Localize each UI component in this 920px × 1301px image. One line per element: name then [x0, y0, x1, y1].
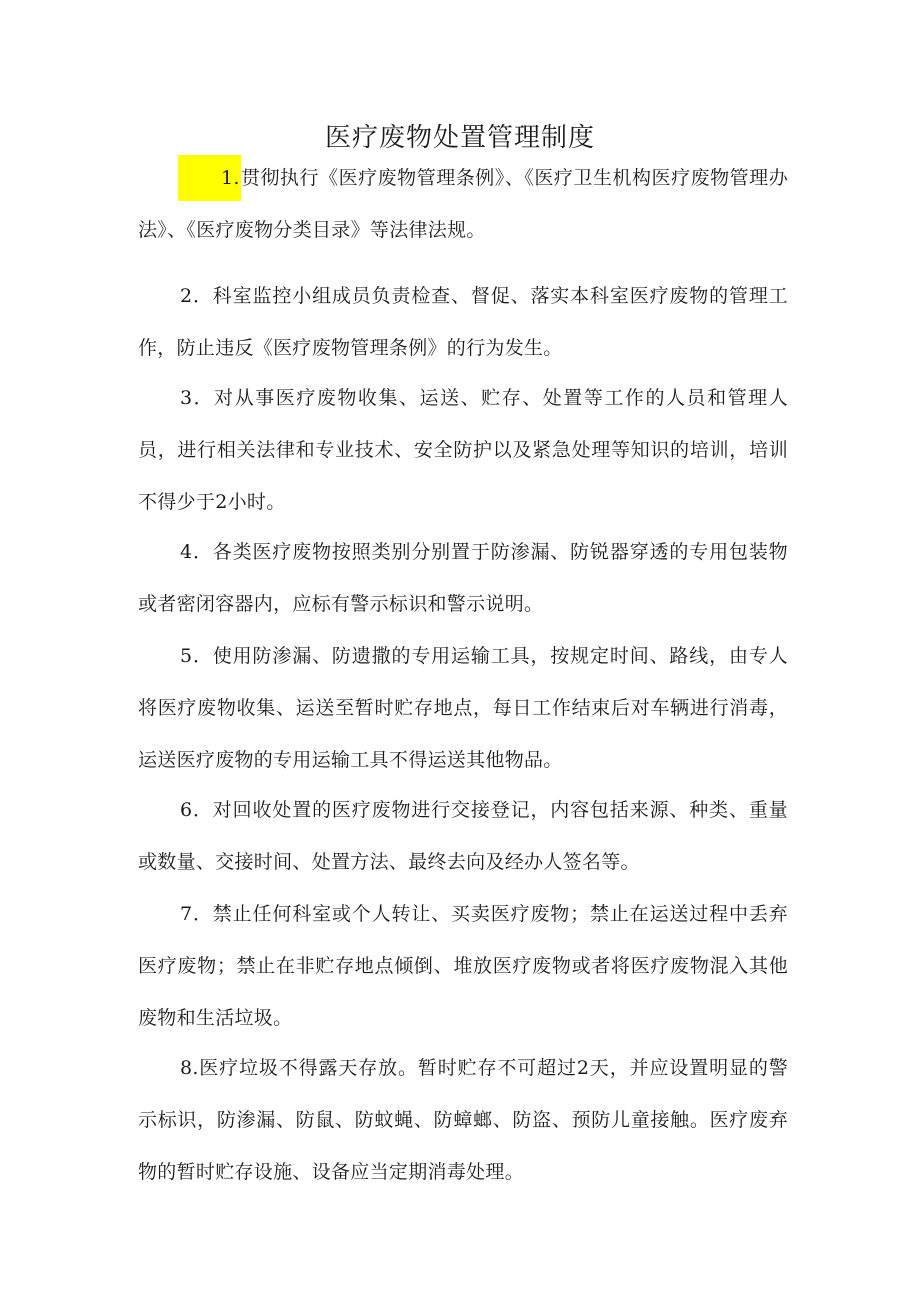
- paragraph-5-number: 5．: [180, 645, 213, 667]
- paragraph-7-number: 7．: [180, 903, 213, 925]
- paragraph-2-text: 科室监控小组成员负责检查、督促、落实本科室医疗废物的管理工作，防止违反《医疗废物管理条例》的行为发生。: [138, 285, 788, 359]
- paragraph-4: [138, 526, 788, 630]
- paragraph-3: [138, 372, 788, 528]
- paragraph-1: [138, 152, 788, 256]
- paragraph-6-text: 对回收处置的医疗废物进行交接登记，内容包括来源、种类、重量或数量、交接时间、处置方法、最终去向及经办人签名等。: [138, 799, 788, 873]
- paragraph-5-text: 使用防渗漏、防遗撒的专用运输工具，按规定时间、路线，由专人将医疗废物收集、运送至暂时贮存地点，每日工作结束后对车辆进行消毒，运送医疗废物的专用运输工具不得运送其他物品。: [138, 645, 788, 771]
- paragraph-4-text: 各类医疗废物按照类别分别置于防渗漏、防锐器穿透的专用包装物或者密闭容器内，应标有警示标识和警示说明。: [138, 541, 788, 615]
- paragraph-5: [138, 630, 788, 786]
- paragraph-6-number: 6．: [180, 799, 213, 821]
- paragraph-1-number: 1.: [178, 155, 241, 201]
- paragraph-8-number: 8.: [180, 1057, 199, 1079]
- paragraph-6: [138, 784, 788, 888]
- paragraph-3-number: 3．: [180, 387, 215, 409]
- document-title: 医疗废物处置管理制度: [324, 123, 595, 153]
- paragraph-1-text: 贯彻执行《医疗废物管理条例》、《医疗卫生机构医疗废物管理办法》、《医疗废物分类目录》等法律法规。: [138, 167, 788, 241]
- paragraph-8-text: 医疗垃圾不得露天存放。暂时贮存不可超过2天，并应设置明显的警示标识，防渗漏、防鼠、防蚊蝇、防蟑螂、防盗、预防儿童接触。医疗废弃物的暂时贮存设施、设备应当定期消毒处理。: [138, 1057, 788, 1183]
- paragraph-3-text: 对从事医疗废物收集、运送、贮存、处置等工作的人员和管理人员，进行相关法律和专业技术、安全防护以及紧急处理等知识的培训，培训不得少于2小时。: [138, 387, 788, 513]
- paragraph-7: [138, 888, 788, 1044]
- paragraph-8: [138, 1042, 788, 1198]
- paragraph-2-number: 2．: [180, 285, 213, 307]
- paragraph-7-text: 禁止任何科室或个人转让、买卖医疗废物；禁止在运送过程中丢弃医疗废物；禁止在非贮存地点倾倒、堆放医疗废物或者将医疗废物混入其他废物和生活垃圾。: [138, 903, 788, 1029]
- paragraph-4-number: 4．: [180, 541, 213, 563]
- paragraph-2: [138, 270, 788, 374]
